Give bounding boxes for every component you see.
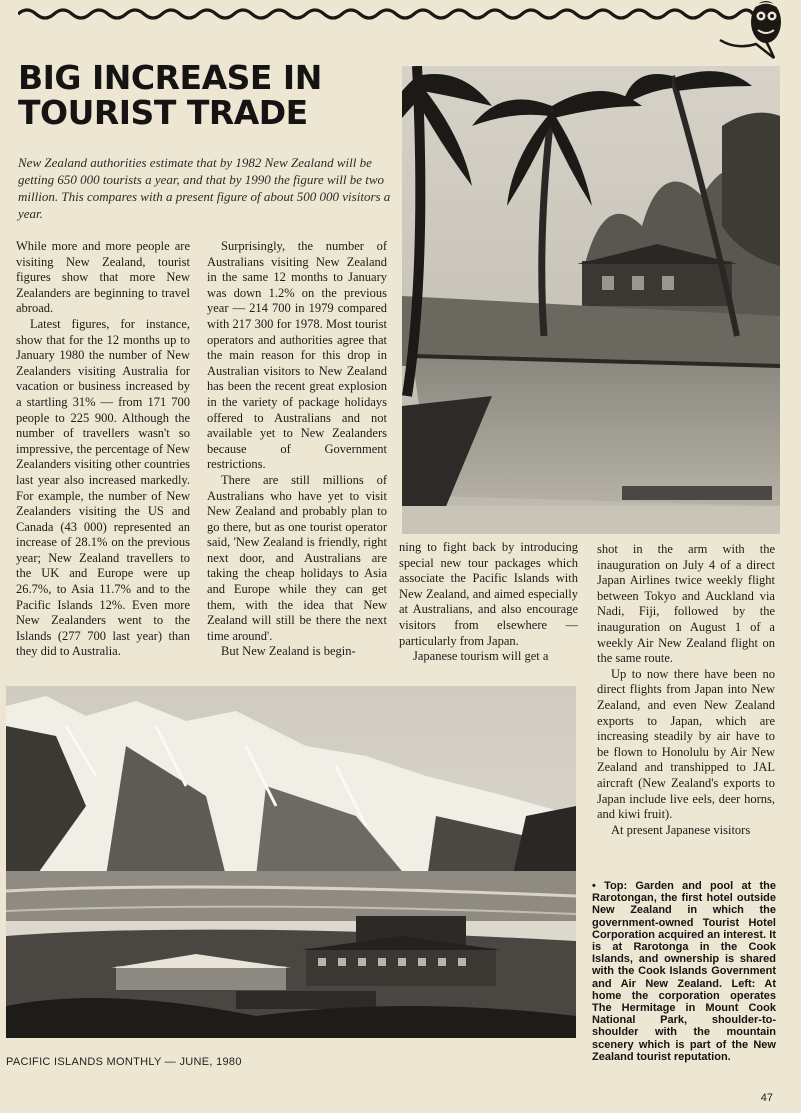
- article-column-4: [597, 542, 775, 838]
- article-column-3: [399, 540, 578, 665]
- page-number: 47: [760, 1092, 773, 1104]
- publication-footer: PACIFIC ISLANDS MONTHLY — JUNE, 1980: [6, 1056, 242, 1068]
- paragraph: ning to fight back by introducing special new tour packages which associate the Pacific Islands with New Zealand, and aimed especially at Australians, and also encourage visitors from elsewhere — particularly from Japan.: [399, 540, 578, 648]
- article-intro: New Zealand authorities estimate that by 1982 New Zealand will be getting 650 000 tourists a year, and that by 1990 the figure will be two million. This compares with a present figure of about 500 000 visitors a year.: [18, 155, 391, 221]
- photo-caption: • Top: Garden and pool at the Rarotongan, the first hotel outside New Zealand in which the government-owned Tourist Hotel Corporation acquired an interest. It is at Rarotonga in the Cook Islands, and ownership is shared with the Cook Islands Government and Air New Zealand. Left: At home the corporation operates The Hermitage in Mount Cook National Park, shoulder-to-shoulder with the mountain scenery which is part of the New Zealand tourist reputation.: [592, 880, 776, 1063]
- article-column-1: [16, 239, 190, 660]
- paragraph: At present Japanese visitors: [611, 822, 751, 837]
- paragraph: While more and more people are visiting New Zealand, tourist figures show that more New Zealanders are beginning to travel abroad.: [16, 239, 190, 316]
- tiki-head-icon: [716, 0, 786, 62]
- paragraph: But New Zealand is begin-: [221, 644, 356, 659]
- photo-hotel-pool: [402, 66, 780, 534]
- paragraph: shot in the arm with the inauguration on July 4 of a direct Japan Airlines twice weekly flight between Tokyo and Auckland via Nadi, Fiji, followed by the inauguration on August 1 of a weekly Air New Zealand flight on the same route.: [597, 542, 775, 666]
- paragraph: Latest figures, for instance, show that for the 12 months up to January 1980 the number of New Zealanders visiting Australia for vacation or business increased by a startling 31% — from 171 700 people to 225 900. Although the number of travellers wasn't so impressive, the percentage of New Zealanders visiting other countries last year also increased markedly. For example, the number of New Zealanders visiting the US and Canada (43 000) represented an increase of 28.1% on the previous year; New Zealand travellers to the UK and Europe were up 26.7%, to Asia 11.7% and to the Pacific Islands 12%. Even more New Zealanders went to the Islands (277 700 last year) than they did to Australia.: [16, 316, 190, 659]
- photo-mountain-hotel: [6, 686, 576, 1038]
- article-column-2: [207, 239, 387, 660]
- paragraph: Up to now there have been no direct flights from Japan into New Zealand, and even New Zealand exports to Japan, which are increasing steadily by air have to be flown to Honolulu by Air New Zealand and transhipped to JAL aircraft (New Zealand's exports to Japan include live eels, deer horns, and kiwi fruit).: [597, 666, 775, 822]
- page-title: BIG INCREASE IN TOURIST TRADE: [18, 58, 322, 132]
- wave-border-icon: [18, 4, 753, 24]
- paragraph: Surprisingly, the number of Australians visiting New Zealand in the same 12 months to January was down 1.2% on the previous year — 214 700 in 1979 compared with 217 300 for 1978. Most tourist operators and authorities agree that the main reason for this drop in Australian visitors to New Zealand has been the recent great explosion in the variety of package holidays offered to Australians and not available yet to New Zealanders because of Government restrictions.: [207, 239, 387, 472]
- paragraph: There are still millions of Australians who have yet to visit New Zealand and probably plan to go there, but as one tourist operator said, 'New Zealand is friendly, right next door, and Australians are taking the cheap holidays to Asia and Europe while they can get them, with the idea that New Zealand will still be there the next time around'.: [207, 472, 387, 643]
- paragraph: Japanese tourism will get a: [413, 649, 549, 664]
